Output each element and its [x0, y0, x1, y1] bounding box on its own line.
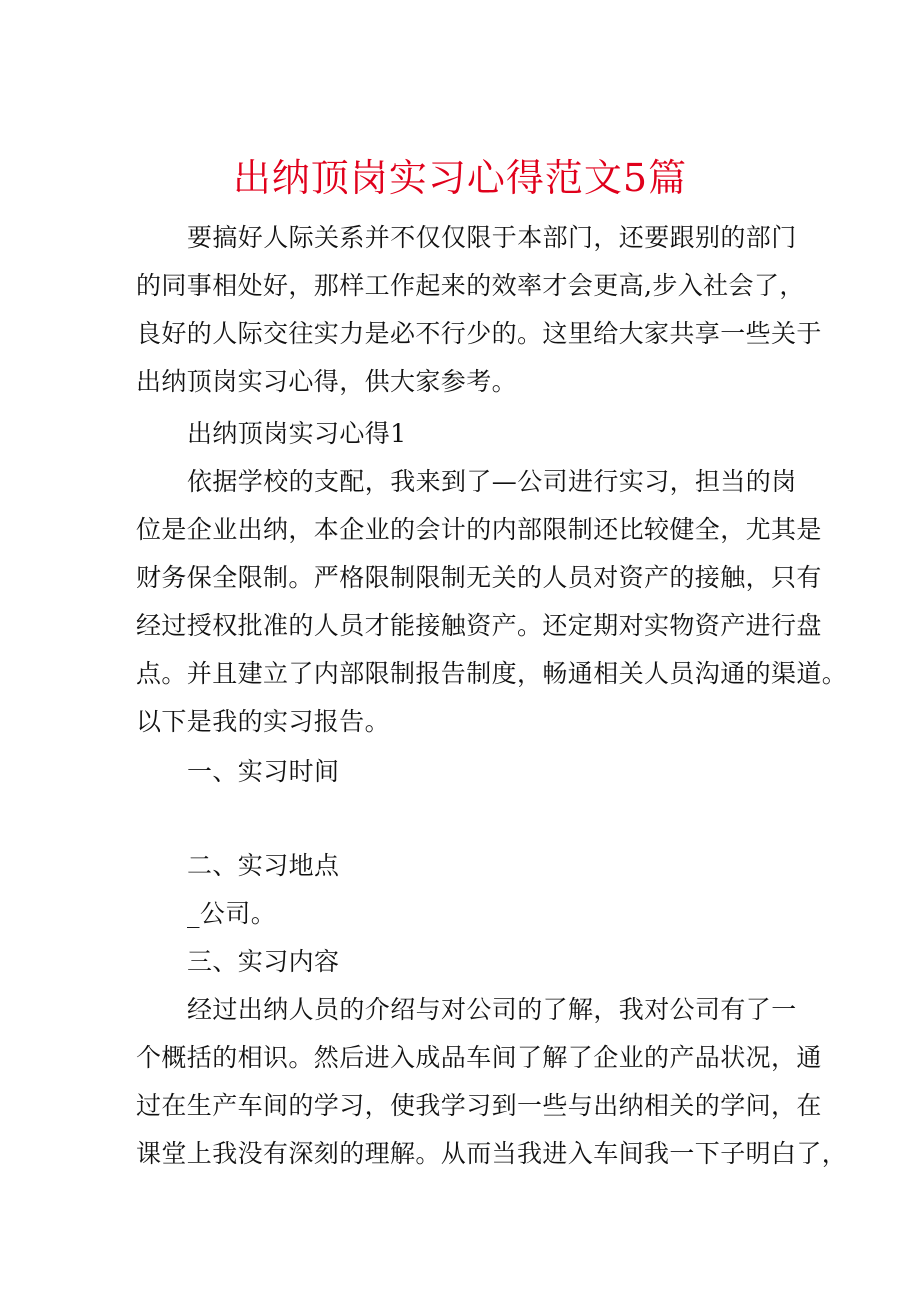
- document-title: 出纳顶岗实习心得范文5篇: [232, 156, 688, 200]
- intro-line-4: 出纳顶岗实习心得，供大家参考。: [136, 367, 518, 396]
- body-line-6: 以下是我的实习报告。: [136, 707, 391, 736]
- location-value: _公司。: [187, 899, 277, 928]
- body-line-2: 位是企业出纳，本企业的会计的内部限制还比较健全，尤其是: [136, 515, 822, 544]
- body-line-1: 依据学校的支配，我来到了—公司进行实习，担当的岗: [187, 467, 797, 496]
- intro-line-1: 要搞好人际关系并不仅仅限于本部门，还要跟别的部门: [187, 223, 797, 252]
- content-line-3: 过在生产车间的学习，使我学习到一些与出纳相关的学问，在: [136, 1091, 822, 1120]
- subheading-time: 一、实习时间: [187, 757, 340, 786]
- section-heading-1: 出纳顶岗实习心得1: [187, 419, 407, 448]
- content-line-4: 课堂上我没有深刻的理解。从而当我进入车间我一下子明白了，: [136, 1139, 848, 1168]
- subheading-content: 三、实习内容: [187, 947, 340, 976]
- body-line-5: 点。并且建立了内部限制报告制度，畅通相关人员沟通的渠道。: [136, 659, 848, 688]
- body-line-4: 经过授权批准的人员才能接触资产。还定期对实物资产进行盘: [136, 611, 822, 640]
- content-line-1: 经过出纳人员的介绍与对公司的了解，我对公司有了一: [187, 995, 797, 1024]
- content-line-2: 个概括的相识。然后进入成品车间了解了企业的产品状况，通: [136, 1043, 822, 1072]
- subheading-location: 二、实习地点: [187, 851, 340, 880]
- intro-line-3: 良好的人际交往实力是必不行少的。这里给大家共享一些关于: [136, 319, 822, 348]
- intro-line-2: 的同事相处好，那样工作起来的效率才会更高,步入社会了，: [136, 271, 805, 300]
- body-line-3: 财务保全限制。严格限制限制无关的人员对资产的接触，只有: [136, 563, 822, 592]
